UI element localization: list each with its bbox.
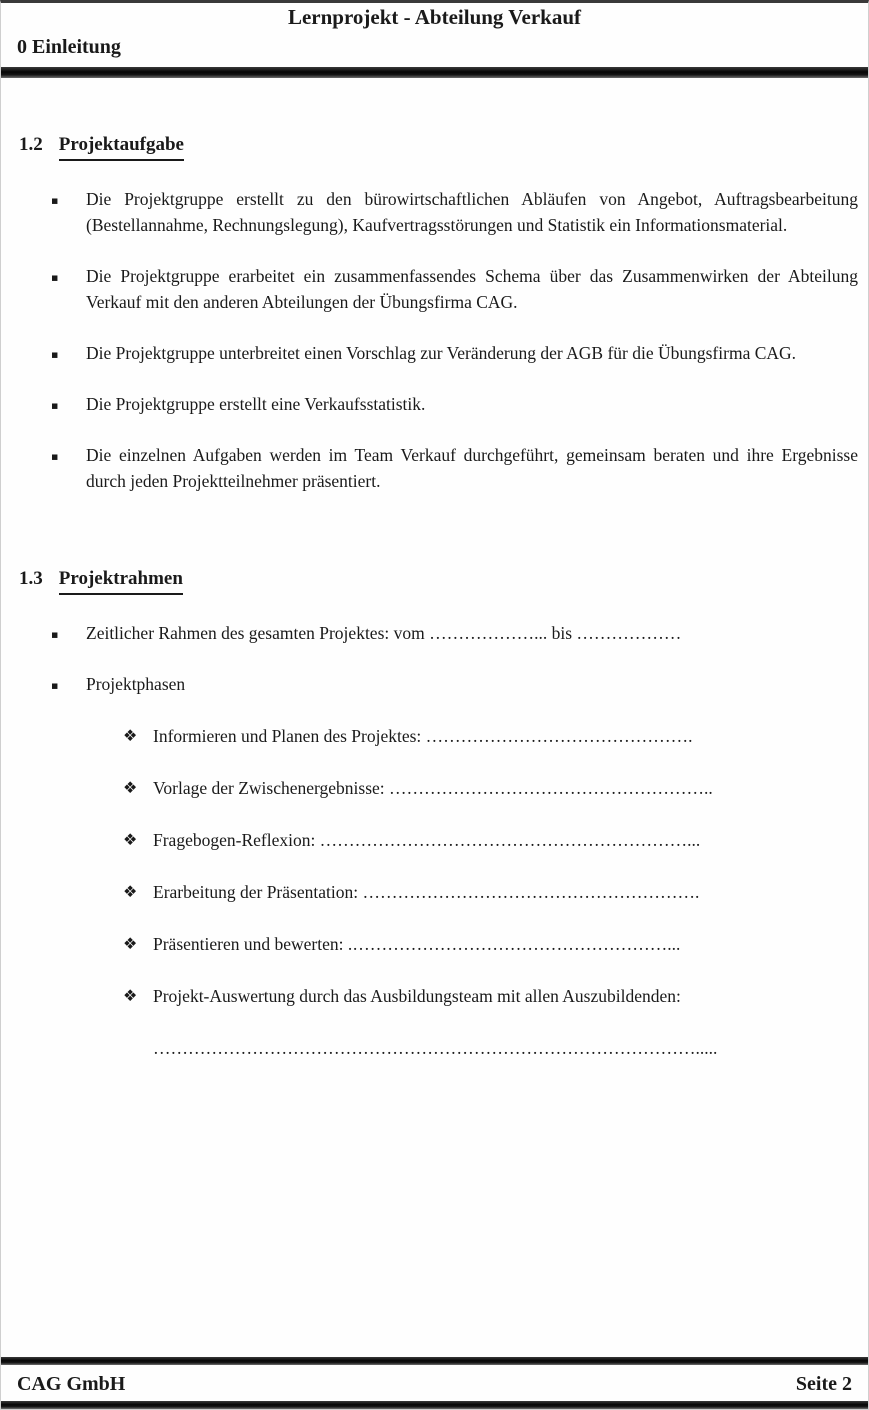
section-title: Projektaufgabe	[59, 132, 184, 161]
header-rule	[1, 67, 868, 78]
bullet-text: Die einzelnen Aufgaben werden im Team Verkauf durchgeführt, gemeinsam beraten und ihre Ergebnisse durch jeden Projektteilnehmer präsentiert.	[86, 445, 858, 491]
phase-text: Erarbeitung der Präsentation: ………………………………………………….	[153, 882, 700, 902]
phase-text: Fragebogen-Reflexion: ………………………………………………………...	[153, 830, 701, 850]
phase-text: Vorlage der Zwischenergebnisse: ………………………………………………..	[153, 778, 713, 798]
bullet-text: Projektphasen	[86, 674, 186, 694]
document-title: Lernprojekt - Abteilung Verkauf	[287, 5, 582, 29]
section-number: 1.3	[19, 568, 43, 589]
bullet-item	[51, 340, 858, 366]
bullet-text: Die Projektgruppe erarbeitet ein zusammenfassendes Schema über das Zusammenwirken der Abteilung Verkauf mit den anderen Abteilungen der Übungsfirma CAG.	[86, 266, 858, 312]
footer-company: CAG GmbH	[17, 1373, 126, 1395]
bullet-text: Die Projektgruppe erstellt eine Verkaufsstatistik.	[86, 394, 426, 414]
page-header	[1, 3, 868, 78]
diamond-bullet-icon: ❖	[123, 726, 138, 745]
bullet-item	[51, 442, 858, 494]
square-bullet-icon: ▪	[51, 628, 59, 641]
phase-item	[123, 879, 858, 905]
footer-row	[1, 1365, 868, 1401]
square-bullet-icon: ▪	[51, 194, 59, 207]
bullet-text: Die Projektgruppe unterbreitet einen Vorschlag zur Veränderung der AGB für die Übungsfirma CAG.	[86, 343, 797, 363]
bullet-item	[51, 391, 858, 417]
bullet-item	[51, 671, 858, 697]
phase-text: Informieren und Planen des Projektes: ……………………………………….	[153, 726, 693, 746]
phase-item	[123, 931, 858, 957]
square-bullet-icon: ▪	[51, 348, 59, 361]
diamond-bullet-icon: ❖	[123, 778, 138, 797]
diamond-bullet-icon: ❖	[123, 830, 138, 849]
bullet-item	[51, 186, 858, 238]
bullet-text: Die Projektgruppe erstellt zu den bürowirtschaftlichen Abläufen von Angebot, Auftragsbearbeitung (Bestellannahme, Rechnungslegung), Kaufvertragsstörungen und Statistik ein Informationsmaterial.	[86, 189, 858, 235]
phase-text: Präsentieren und bewerten: .………………………………………………...	[153, 934, 681, 954]
phase-item	[123, 775, 858, 801]
section-heading-1-2	[19, 132, 858, 161]
diamond-bullet-icon: ❖	[123, 882, 138, 901]
footer-bottom-rule	[1, 1401, 868, 1409]
phase-item	[123, 983, 858, 1009]
section-heading-1-3	[19, 566, 858, 595]
diamond-bullet-icon: ❖	[123, 986, 138, 1005]
square-bullet-icon: ▪	[51, 450, 59, 463]
section-title: Projektrahmen	[59, 566, 183, 595]
square-bullet-icon: ▪	[51, 271, 59, 284]
section-number: 1.2	[19, 134, 43, 155]
phase-text: Projekt-Auswertung durch das Ausbildungsteam mit allen Auszubildenden:	[153, 986, 681, 1006]
dotted-fill-line: ………………………………………………………………………………….....	[153, 1038, 718, 1058]
square-bullet-icon: ▪	[51, 399, 59, 412]
bullet-item	[51, 263, 858, 315]
bullet-text: Zeitlicher Rahmen des gesamten Projektes: vom ………………... bis ………………	[86, 623, 682, 643]
phase-item	[123, 723, 858, 749]
square-bullet-icon: ▪	[51, 679, 59, 692]
chapter-heading: 0 Einleitung	[17, 36, 121, 58]
phase-item	[123, 827, 858, 853]
footer-page-number: Seite 2	[795, 1373, 852, 1395]
footer-top-rule	[1, 1357, 868, 1365]
bullet-item	[51, 620, 858, 646]
page-footer	[1, 1357, 868, 1409]
document-body	[1, 78, 868, 1357]
diamond-bullet-icon: ❖	[123, 934, 138, 953]
